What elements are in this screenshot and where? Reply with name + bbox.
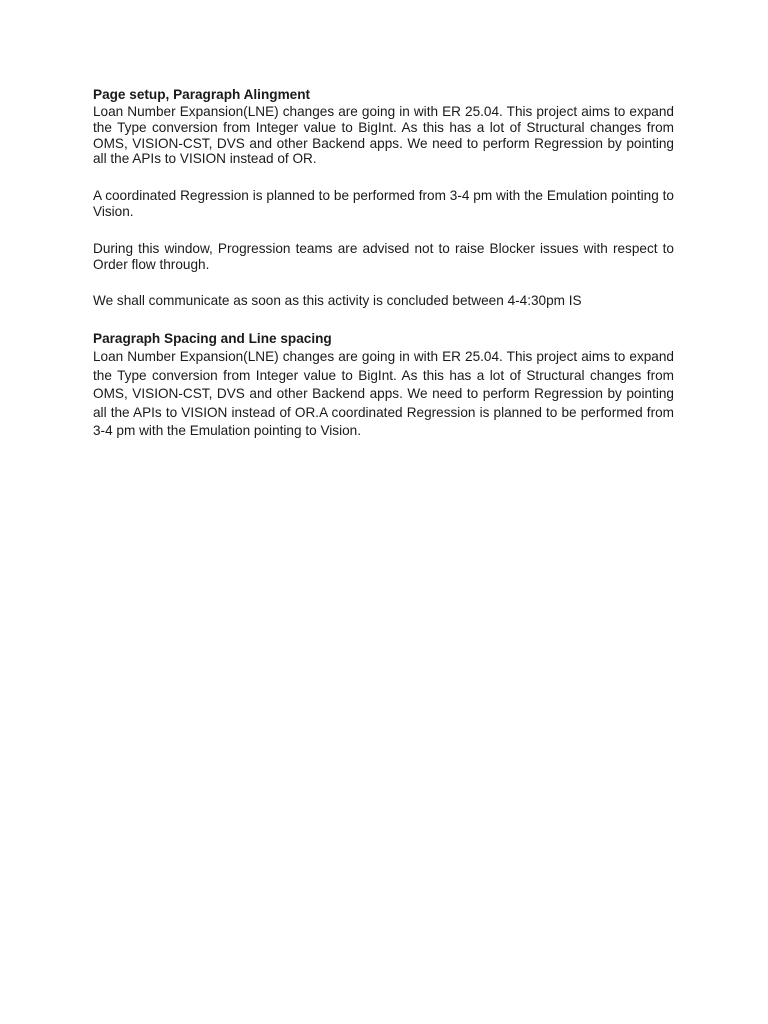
paragraph: Loan Number Expansion(LNE) changes are going in with ER 25.04. This project aims to expand the Type conversion from Integer value to BigInt. As this has a lot of Structural changes from OMS, VISION-CST, DVS and other Backend apps. We need to perform Regression by pointing all the APIs to VISION instead of OR.A coordinated Regression is planned to be performed from 3-4 pm with the Emulation pointing to Vision. bbox=[93, 349, 674, 439]
paragraph: A coordinated Regression is planned to be performed from 3-4 pm with the Emulation pointing to Vision. bbox=[93, 188, 674, 219]
section-spacing bbox=[93, 330, 674, 441]
section-heading: Page setup, Paragraph Alingment bbox=[93, 87, 311, 102]
section-paragraph-alignment bbox=[93, 86, 674, 309]
paragraph: We shall communicate as soon as this activity is concluded between 4-4:30pm IS bbox=[93, 293, 582, 309]
paragraph: Loan Number Expansion(LNE) changes are going in with ER 25.04. This project aims to expand the Type conversion from Integer value to BigInt. As this has a lot of Structural changes from OMS, VISION-CST, DVS and other Backend apps. We need to perform Regression by pointing all the APIs to VISION instead of OR. bbox=[93, 104, 674, 167]
paragraph: During this window, Progression teams are advised not to raise Blocker issues with respect to Order flow through. bbox=[93, 240, 674, 272]
section-heading: Paragraph Spacing and Line spacing bbox=[93, 331, 332, 347]
document-body bbox=[93, 86, 674, 441]
